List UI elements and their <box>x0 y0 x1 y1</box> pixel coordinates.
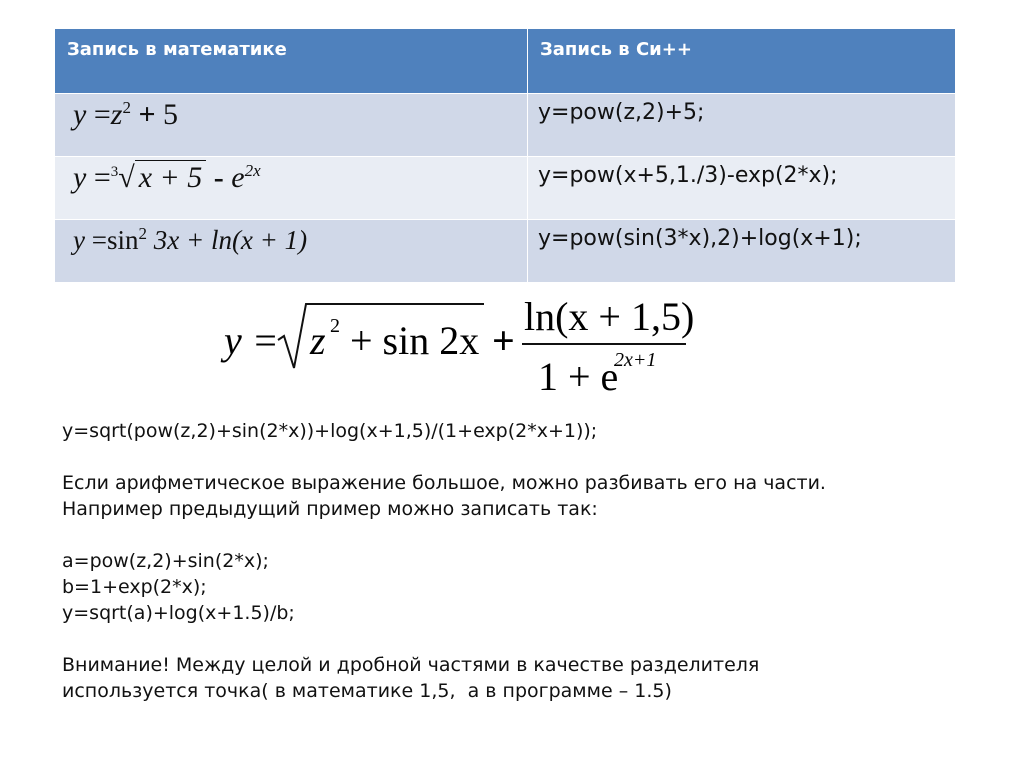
text-line: Если арифметическое выражение большое, можно разбивать его на части. <box>62 472 826 494</box>
big-formula-den-exp: 2x+1 <box>614 349 657 371</box>
formula-cell <box>55 157 528 220</box>
formula-2: y =3√ x + 5 - e2x <box>73 161 261 194</box>
header-cpp: Запись в Си++ <box>528 29 956 94</box>
explanation-text <box>62 418 826 704</box>
big-formula-denominator: 1 + e <box>538 354 619 399</box>
big-formula-lhs: y = <box>224 318 279 363</box>
blank-line <box>62 444 826 470</box>
big-formula-plus: + <box>492 318 515 363</box>
text-line: a=pow(z,2)+sin(2*x); <box>62 550 269 572</box>
table-row <box>55 220 956 283</box>
formula-1: y =z2 + 5 <box>73 98 179 131</box>
text-line: b=1+exp(2*x); <box>62 576 207 598</box>
text-line: используется точка( в математике 1,5, а в программе – 1.5) <box>62 680 672 702</box>
text-line: Внимание! Между целой и дробной частями в качестве разделителя <box>62 654 760 676</box>
table-header-row <box>55 29 956 94</box>
math-vs-cpp-table <box>54 28 956 283</box>
big-formula-numerator: ln(x + 1,5) <box>524 294 695 339</box>
cpp-code-cell: y=pow(x+5,1./3)-exp(2*x); <box>528 157 956 220</box>
big-formula <box>216 290 696 400</box>
big-formula-zexp: 2 <box>330 315 340 337</box>
formula-cell <box>55 220 528 283</box>
header-math: Запись в математике <box>55 29 528 94</box>
table-row <box>55 94 956 157</box>
big-formula-sin: + sin 2x <box>350 318 480 363</box>
big-formula-z: z <box>310 318 326 363</box>
blank-line <box>62 522 826 548</box>
text-line: Например предыдущий пример можно записать так: <box>62 498 598 520</box>
text-line: y=sqrt(pow(z,2)+sin(2*x))+log(x+1,5)/(1+exp(2*x+1)); <box>62 420 598 442</box>
blank-line <box>62 626 826 652</box>
text-line: y=sqrt(a)+log(x+1.5)/b; <box>62 602 295 624</box>
cpp-code-cell: y=pow(sin(3*x),2)+log(x+1); <box>528 220 956 283</box>
formula-3: y =sin2 3x + ln(x + 1) <box>73 224 308 255</box>
table-row <box>55 157 956 220</box>
cpp-code-cell: y=pow(z,2)+5; <box>528 94 956 157</box>
formula-cell <box>55 94 528 157</box>
